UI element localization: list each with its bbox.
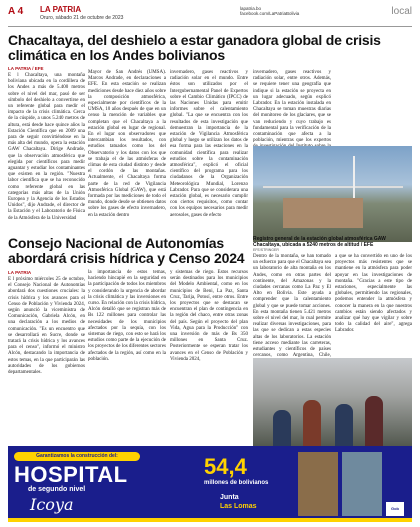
photo1-station-roof	[283, 198, 363, 228]
photo2-person-4	[365, 396, 383, 450]
web-line-1: lapatria.bo	[240, 6, 262, 11]
article1-col4-text: invernadero, gases reactivos y radiación solar, entre otros. Además, se requiere tener una geografía que indique si la estación se proyecta en un lugar adecuado, según explicó Labrador. En la estación instalada en Chacaltaya se toman muestras diarias del monitoreo de los glaciares, que se van reduciendo y cuyo trabajo es fundamental para la verificación de la contaminación que afecta a la población, mientras que los expertos	[253, 70, 331, 144]
web-info	[240, 6, 320, 16]
article1-col3	[170, 70, 248, 234]
article1-col1	[8, 73, 85, 233]
web-line-2: facebook.com/LaPatriaBolivia	[240, 11, 300, 16]
publication-date: Oruro, sábado 21 de octubre de 2023	[40, 15, 124, 21]
article1-col2	[88, 70, 166, 234]
photo2-person-3	[335, 404, 353, 450]
article1-col4	[253, 70, 331, 144]
article1-title: Chacaltaya, del deshielo a estar ganadora global de crisis climática en los Andes bolivianos	[8, 32, 381, 63]
photo1-credit: EFE/STRINGER	[253, 248, 279, 252]
article1-col5	[253, 254, 331, 359]
ad-amount: 54,4	[204, 454, 247, 479]
chacaltaya-station-photo	[253, 146, 412, 242]
article1-col5-text: Dentro de la montaña, se han tomado un esfuerzo para que el Chacaltaya sea un laboratorio de alta montaña en los Andes, como en otras partes del continente, del Amazonas y la ciudades cercanas como La Paz y El Alto en Bolivia. Este ayuda a comprender que la calentamiento global y que se puede tomar acciones. En esta montaña tienen 5.421 metros sobre el nivel del mar, lo cual permite realizar diversas investigaciones, para las que se dedican a estas especies altas de los laboratorios. La estación tiene acceso mediante las carreteras, estudiantes y científicos de países cercanos, como Argentina, Chile,	[253, 254, 331, 359]
ad-title: HOSPITAL	[14, 462, 128, 487]
article1-col3-text: invernadero, gases reactivos y radiación solar en el mundo. Entre éstos son utilizados por el Intergubernamental Panel de Expertos sobre el Cambio Climático (IPCC) de las Naciones Unidas para emitir informes sobre el calentamiento global. "La que se encuentra con los resultados de esta investigación que demuestran la importancia de la estación de Vigilancia Atmosférica global y luego se utilizan los datos de esa forma para las estaciones en la comunidad científica para realizar estudios sobre la contaminación atmosférica", explicó el oficial científico del programa para los ciudadanos de la Organización Meteorológica Mundial, Lorenzo Labrador. Para que se considerara una estación global, es necesario cumplir con ciertos requisitos, como contar con los equipos necesarios para medir aerosoles, gases de efecto	[170, 70, 248, 218]
article1-col6	[335, 254, 412, 354]
drought-families-photo	[253, 358, 412, 450]
article2-title: Consejo Nacional de Autonomías abordará crisis hídrica y Censo 2024	[8, 235, 245, 266]
header-rule	[8, 26, 412, 27]
ad-brand-lomas: Las Lomas	[220, 503, 257, 510]
photo2-person-1	[273, 410, 291, 450]
photo1-railing	[263, 186, 403, 188]
ad-brand-junta: Junta	[220, 494, 239, 501]
article2-col3	[170, 270, 248, 443]
article2-col1	[8, 277, 85, 443]
article2-byline: LA PATRIA	[8, 270, 32, 275]
ad-government-logo: Gob	[386, 502, 404, 516]
hospital-ad-banner[interactable]	[8, 446, 412, 522]
ad-headline: Garantizamos la construcción del:	[14, 452, 140, 461]
ad-subtitle: de segundo nivel	[28, 486, 86, 493]
ad-amount-label: millones de bolivianos	[204, 480, 269, 486]
ad-stripe	[8, 518, 412, 522]
page-number: A 4	[8, 6, 24, 17]
article1-byline: LA PATRIA / EFE	[8, 66, 44, 71]
article2-col3-text: y sistemas de riego. Estos recursos serán destinados para los municipios del Modelo Ambiental, como en los municipios de Beni, La Paz, Santa Cruz, Tarija, Potosí, entre otros. Entre los proyectos que se destacan se encuentran el plan de contingencia en la región del chaco, entre otras zonas del país. Según el proyecto del plan Vida, Agua para la Producción" con una inversión de más de Bs 350 millones en Santa Cruz. Posteriormente se esperan tratar los avances en el Censo de Población y Vivienda 2024,	[170, 270, 248, 362]
article1-col2-text: Mayor de San Andrés (UMSA). Marcos Andrade, en declaraciones a EFE. En esta estación se realizan mediciones desde hace diez años sobre la composición atmosférica, especialmente por científicos de la UMSA, 10 años después de que en un censo la mención de variables que completan que el Chacaltaya a la estación global en lugar de regional. En el lugar son observadores que intercambian los resultados, con estudios tatuados como los del Observatorio y los datos con los que se trabaja el de las atmósferas de climas de esta ciudad distinto y desde el cordón de las montañas. Actualmente, el Chacaltaya forma parte de la red de Vigilancia Atmosférica Global (GAW), que está formada por las mediciones de todo el mundo, donde desde se obtienen datos sobre los gases de efecto invernadero, en la estación dentro	[88, 70, 166, 218]
photo1-antenna-mast	[353, 156, 355, 201]
article2-col2	[88, 270, 166, 443]
ad-photo-2	[342, 452, 382, 516]
section-label: local	[391, 6, 412, 17]
article1-col6-text: a que se ha convertido en uno de los proyectos más resistentes que se mantiene en la atmósfera para poder apoyar en las investigaciones de montaña. "Gracias a este tipo de estaciones, especialmente las globales, permitiendo las regionales, podemos entender la atmósfera y conocer la manera en la que nuestros cambios están siendo afectados y analizar qué hay que vigilar y sobre todo la calidad del aire", agrega Labrador.	[335, 254, 412, 334]
article2-col1-text: E l próximo miércoles 25 de octubre, el Consejo Nacional de Autonomías abordará dos cuestiones cruciales: la crisis hídrica y los avances para el Censo de Población y Vivienda 2024, según anunció la viceministra de Comunicación, Gabriela Alcón, en una declaración a los medios de comunicación. "Es un encuentro que se desarrollará en Sucre, donde se tratará la crisis hídrica y los avances para el censo", informó el ministro Alcón, destacando la importancia de estos temas, en la que participarán las autoridades de los gobiernos departamentales.	[8, 277, 85, 376]
ad-photo-1	[298, 452, 338, 516]
page-header	[0, 0, 420, 28]
ad-town: Icoya	[30, 495, 74, 514]
publication-name: LA PATRIA	[40, 5, 82, 14]
article2-col2-text: la importancia de estos temas, haciendo hincapié en la seguridad en la participación de todos los miembros y considerando la urgencia de abordar la crisis climática y las inversiones en curso. En relación con la crisis hídrica, Alcón detalló que se registran más de Bs 122 millones para controlar las necesidades de los municipios afectados por la sequía, con los sistemas de riego, con esto se hará los estudios como parte de la ejecución de los proyectos de los diferentes sectores afectados de la región, así como en la población.	[88, 270, 166, 362]
photo2-person-2	[303, 400, 321, 450]
article1-col1-text: E l Chacaltaya, una montaña boliviana ubicada en la cordillera de los Andes a más de 5.400 metros sobre el nivel del mar, pasó de ser símbolo del deshielo a convertirse en un referente global para medir el impacto de la crisis climática. Cerca de la cúspide, a unos 5.240 metros de altura, está desde hace quince años la Estación Científica que en 2009 una para de seguir convirtiéndose en la más alta del mundo, opera la estación GAW Chacaltaya. Dirige Andrade, que la observación atmosférica que elegida por científicos para medir aguantar y estudiar los contaminantes que existen en la región. "Nuestra labor científica que se ha reconocido como referente global en las categorías más altas de la Unión Europea y la Agencia de los Estados Unidos", dijo Andrade, el director de la Estación y el Laboratorio de Física de la Atmósfera de la Universidad	[8, 73, 85, 221]
photo1-caption: Registro general de la estación global atmosférica GAW Chacaltaya, ubicada a 5240 metros de altitud / EFE	[253, 236, 386, 248]
